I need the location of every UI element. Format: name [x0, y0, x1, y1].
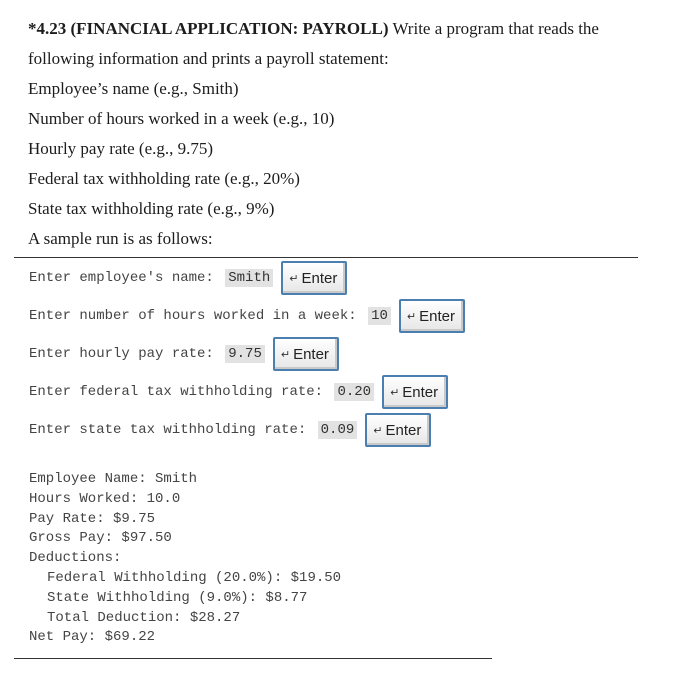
return-arrow-icon: ↵: [280, 348, 291, 361]
output-line: Pay Rate: $9.75: [29, 510, 156, 527]
input-value: 0.20: [334, 383, 374, 401]
problem-line: Employee’s name (e.g., Smith): [28, 79, 239, 98]
prompt-text: Enter federal tax withholding rate:: [29, 384, 332, 400]
prompt-text: Enter employee's name:: [29, 270, 223, 286]
problem-line: following information and prints a payroll statement:: [28, 49, 389, 68]
bottom-divider: [14, 658, 492, 659]
prompt-state-rate: [29, 418, 431, 442]
output-line: Net Pay: $69.22: [29, 629, 156, 646]
input-value: Smith: [225, 269, 273, 287]
enter-key-label: Enter: [419, 307, 455, 325]
prompt-hours-worked: [29, 304, 465, 328]
return-arrow-icon: ↵: [289, 272, 299, 285]
enter-key: [365, 413, 431, 447]
problem-statement: [28, 14, 668, 254]
output-line: Federal Withholding (20.0%): $19.50: [47, 569, 342, 586]
prompt-federal-rate: [29, 380, 448, 404]
return-arrow-icon: ↵: [390, 386, 400, 399]
enter-key: [399, 299, 465, 333]
problem-line: State tax withholding rate (e.g., 9%): [28, 199, 275, 218]
problem-line: A sample run is as follows:: [28, 229, 213, 248]
enter-key-label: Enter: [402, 383, 439, 401]
problem-title-line: [28, 14, 668, 44]
input-value: 0.09: [318, 421, 358, 439]
input-value: 10: [368, 307, 391, 325]
problem-title: *4.23 (FINANCIAL APPLICATION: PAYROLL): [28, 19, 389, 38]
problem-line: Number of hours worked in a week (e.g., 10): [28, 109, 335, 128]
output-line: State Withholding (9.0%): $8.77: [47, 589, 308, 606]
top-divider: [14, 257, 638, 258]
output-line: Deductions:: [29, 550, 122, 567]
problem-line: Federal tax withholding rate (e.g., 20%): [28, 169, 300, 188]
enter-key: [382, 375, 448, 409]
problem-line: Hourly pay rate (e.g., 9.75): [28, 139, 214, 158]
output-line: Hours Worked: 10.0: [29, 490, 181, 507]
problem-title-rest: Write a program that reads the: [388, 19, 599, 38]
enter-key: [273, 337, 339, 371]
enter-key-label: Enter: [293, 345, 329, 363]
return-arrow-icon: ↵: [406, 310, 417, 323]
output-line: Employee Name: Smith: [29, 471, 198, 487]
output-line: Total Deduction: $28.27: [47, 609, 241, 626]
payroll-output: [29, 470, 341, 648]
input-value: 9.75: [225, 345, 265, 363]
return-arrow-icon: ↵: [373, 424, 383, 437]
prompt-text: Enter state tax withholding rate:: [29, 422, 315, 438]
enter-key-label: Enter: [385, 421, 422, 439]
prompt-employee-name: [29, 266, 347, 290]
enter-key: [281, 261, 347, 295]
enter-key-label: Enter: [301, 269, 338, 287]
prompt-hourly-rate: [29, 342, 339, 366]
prompt-text: Enter hourly pay rate:: [29, 346, 223, 362]
prompt-text: Enter number of hours worked in a week:: [29, 308, 366, 324]
output-line: Gross Pay: $97.50: [29, 530, 172, 547]
